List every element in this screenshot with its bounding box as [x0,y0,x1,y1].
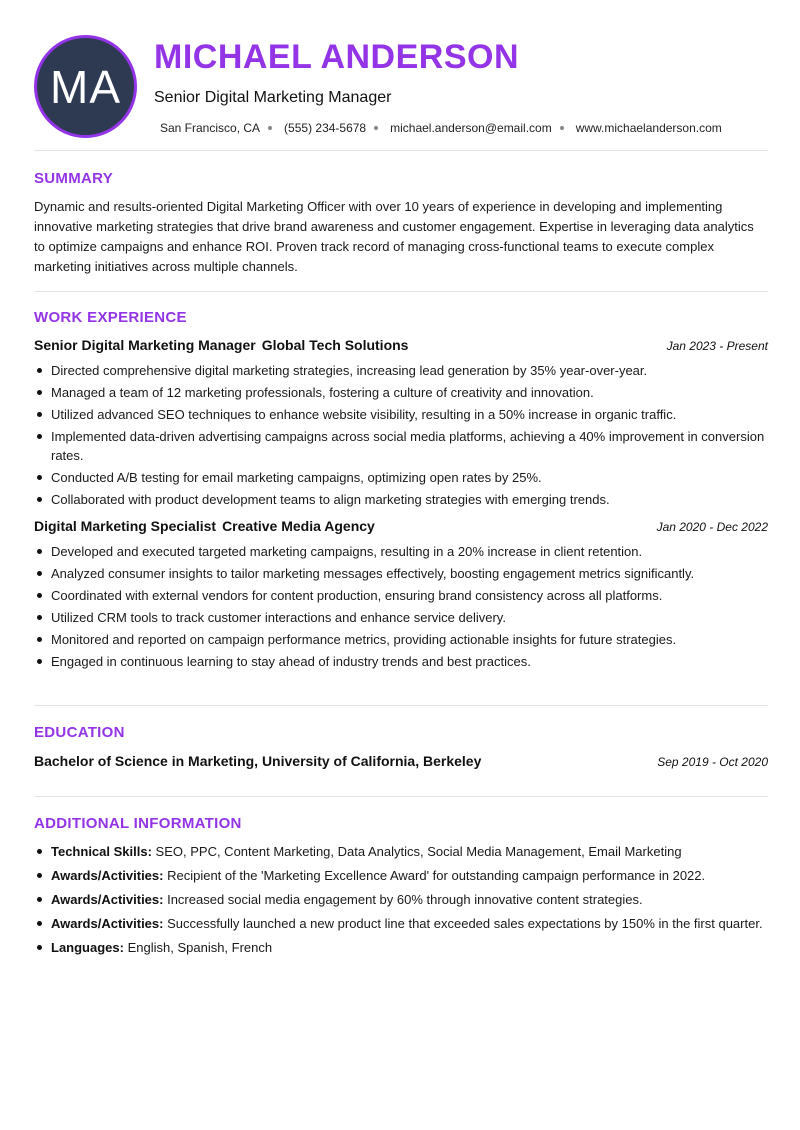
list-item: Directed comprehensive digital marketing strategies, increasing lead generation by 35% year-over-year. [34,361,768,380]
separator-dot [268,126,272,130]
job-entry [34,518,768,671]
list-item [34,842,768,861]
additional-info-heading: ADDITIONAL INFORMATION [34,815,242,832]
resume-page [34,0,768,962]
job-date: Jan 2020 - Dec 2022 [656,520,768,534]
info-label: Languages: [51,940,124,955]
education-degree: Bachelor of Science in Marketing, University of California, Berkeley [34,753,482,769]
list-item [34,866,768,885]
work-experience-section [34,292,768,706]
job-bullets [34,361,768,509]
education-section [34,706,768,797]
additional-info-section [34,797,768,957]
job-date: Jan 2023 - Present [666,339,768,353]
job-header [34,518,768,536]
summary-section [34,151,768,292]
contact-bar [160,121,722,135]
list-item: Implemented data-driven advertising campaigns across social media platforms, achieving a 40% improvement in conversion rates. [34,427,768,465]
list-item: Coordinated with external vendors for content production, ensuring brand consistency across all platforms. [34,586,768,605]
summary-text: Dynamic and results-oriented Digital Marketing Officer with over 10 years of experience in developing and implementing innovative marketing strategies that drive brand awareness and customer engagement. Expertise in leveraging data analytics to optimize campaigns and enhance ROI. Proven track record of managing cross-functional teams to execute complex marketing initiatives across multiple channels. [34,199,754,274]
contact-email[interactable]: michael.anderson@email.com [390,121,576,135]
info-label: Awards/Activities: [51,868,164,883]
resume-header [34,0,768,151]
job-title: Digital Marketing Specialist [34,518,217,534]
list-item: Developed and executed targeted marketing campaigns, resulting in a 20% increase in client retention. [34,542,768,561]
separator-dot [374,126,378,130]
list-item [34,890,768,909]
job-title: Senior Digital Marketing Manager [34,337,256,353]
info-text: Recipient of the 'Marketing Excellence Award' for outstanding campaign performance in 2022. [167,868,706,883]
list-item: Utilized CRM tools to track customer interactions and enhance service delivery. [34,608,768,627]
info-text: Successfully launched a new product line that exceeded sales expectations by 150% in the first quarter. [167,916,763,931]
contact-location: San Francisco, CA [160,121,284,135]
separator-dot [560,126,564,130]
job-company: Creative Media Agency [222,518,375,534]
candidate-title: Senior Digital Marketing Manager [154,89,392,106]
job-bullets [34,542,768,671]
avatar [34,35,137,138]
list-item [34,914,768,933]
list-item: Managed a team of 12 marketing professionals, fostering a culture of creativity and innovation. [34,383,768,402]
education-heading: EDUCATION [34,724,125,741]
summary-heading: SUMMARY [34,170,114,187]
list-item: Analyzed consumer insights to tailor marketing messages effectively, boosting engagement metrics significantly. [34,564,768,583]
info-text: SEO, PPC, Content Marketing, Data Analytics, Social Media Management, Email Marketing [155,844,682,859]
avatar-initials: MA [50,60,121,113]
contact-phone: (555) 234-5678 [284,121,390,135]
list-item [34,938,768,957]
info-label: Technical Skills: [51,844,152,859]
work-experience-heading: WORK EXPERIENCE [34,309,187,326]
info-text: Increased social media engagement by 60% through innovative content strategies. [167,892,643,907]
info-label: Awards/Activities: [51,916,164,931]
job-entry [34,337,768,509]
education-entry [34,753,768,769]
contact-website[interactable]: www.michaelanderson.com [575,121,722,135]
info-text: English, Spanish, French [127,940,273,955]
education-date: Sep 2019 - Oct 2020 [657,755,768,769]
job-header [34,337,768,355]
job-company: Global Tech Solutions [261,337,409,353]
candidate-name: MICHAEL ANDERSON [154,38,520,76]
info-label: Awards/Activities: [51,892,164,907]
list-item: Conducted A/B testing for email marketing campaigns, optimizing open rates by 25%. [34,468,768,487]
list-item: Utilized advanced SEO techniques to enhance website visibility, resulting in a 50% increase in organic traffic. [34,405,768,424]
list-item: Engaged in continuous learning to stay ahead of industry trends and best practices. [34,652,768,671]
list-item: Collaborated with product development teams to align marketing strategies with emerging trends. [34,490,768,509]
additional-info-list [34,842,768,957]
list-item: Monitored and reported on campaign performance metrics, providing actionable insights for future strategies. [34,630,768,649]
